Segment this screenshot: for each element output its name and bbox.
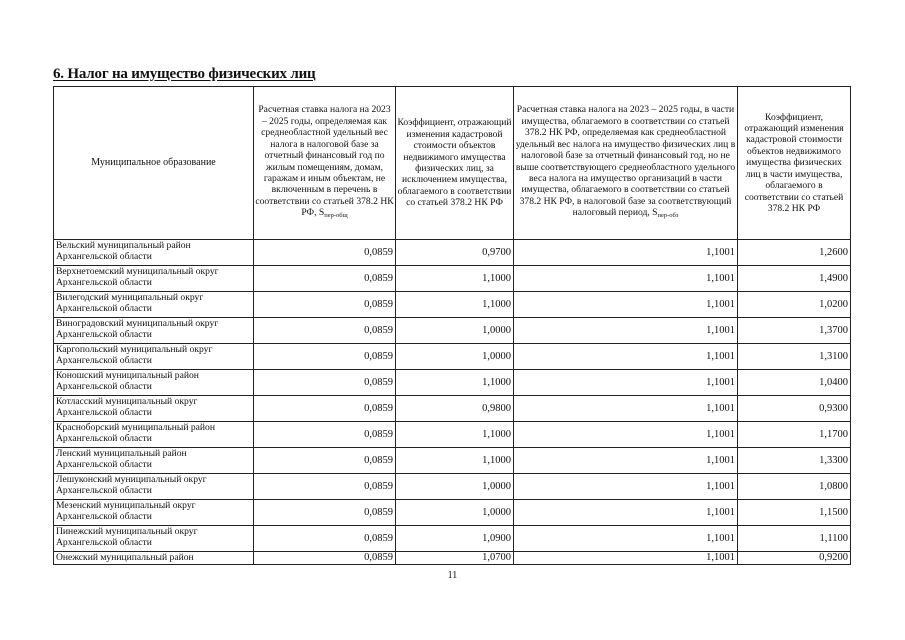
rate-main-cell: 0,0859 xyxy=(254,318,396,344)
municipality-name: Мезенский муниципальный округ xyxy=(56,500,196,511)
municipality-cell xyxy=(54,448,254,474)
rate-3782-cell: 1,1001 xyxy=(514,448,738,474)
rate-main-cell: 0,0859 xyxy=(254,552,396,565)
rate-main-cell: 0,0859 xyxy=(254,396,396,422)
coef-main-cell: 1,0000 xyxy=(396,318,514,344)
table-header-row xyxy=(54,87,851,240)
municipality-name: Виноградовский муниципальный округ xyxy=(56,318,219,329)
header-rate-main-label: Расчетная ставка налога на 2023 – 2025 годы, определяемая как среднеобластной удельный вес налога в налоговой базе за отчетный финансовый год по жилым помещениям, домам, гаражам и иным объектам, не включенным в перечень в соответствии со статьей 378.2 НК РФ, S xyxy=(255,104,394,219)
coef-3782-cell: 1,4900 xyxy=(738,266,851,292)
table-row xyxy=(54,474,851,500)
municipality-name: Ленский муниципальный район xyxy=(56,448,187,459)
rate-main-cell: 0,0859 xyxy=(254,370,396,396)
page-number: 11 xyxy=(447,570,458,581)
rate-3782-cell: 1,1001 xyxy=(514,240,738,266)
rate-3782-cell: 1,1001 xyxy=(514,422,738,448)
rate-3782-cell: 1,1001 xyxy=(514,370,738,396)
header-rate-main xyxy=(254,87,396,240)
coef-3782-cell: 1,3100 xyxy=(738,344,851,370)
table-row xyxy=(54,552,851,565)
municipality-region: Архангельской области xyxy=(56,380,152,392)
municipality-region: Архангельской области xyxy=(56,406,152,418)
rate-main-cell: 0,0859 xyxy=(254,448,396,474)
rate-main-cell: 0,0859 xyxy=(254,266,396,292)
header-rate-main-subscript: пер-общ xyxy=(324,212,348,220)
header-rate-3782 xyxy=(514,87,738,240)
rate-3782-cell: 1,1001 xyxy=(514,500,738,526)
municipality-name: Вельский муниципальный район xyxy=(56,240,191,251)
table-row xyxy=(54,292,851,318)
municipality-region: Архангельской области xyxy=(56,484,152,496)
header-municipality-label: Муниципальное образование xyxy=(91,157,216,169)
coef-main-cell: 1,0000 xyxy=(396,500,514,526)
section-title: 6. Налог на имущество физических лиц xyxy=(53,66,316,82)
rate-3782-cell: 1,1001 xyxy=(514,266,738,292)
coef-3782-cell: 1,0200 xyxy=(738,292,851,318)
header-coef-3782-label: Коэффициент, отражающий изменения кадастровой стоимости объектов недвижимого имущества физических лиц в части имущества, облагаемого в соответствии со статьей 378.2 НК РФ xyxy=(744,111,844,214)
municipality-name: Вилегодский муниципальный округ xyxy=(56,292,204,303)
coef-main-cell: 1,1000 xyxy=(396,448,514,474)
municipality-cell xyxy=(54,370,254,396)
table-row xyxy=(54,318,851,344)
municipality-name: Красноборский муниципальный район xyxy=(56,422,215,433)
municipality-cell xyxy=(54,266,254,292)
coef-main-cell: 1,1000 xyxy=(396,370,514,396)
municipality-name: Коношский муниципальный район xyxy=(56,370,199,381)
coef-main-cell: 0,9700 xyxy=(396,240,514,266)
header-rate-3782-subscript: пер-обз xyxy=(657,212,679,220)
municipality-name: Верхнетоемский муниципальный округ xyxy=(56,266,219,277)
municipality-region: Архангельской области xyxy=(56,510,152,522)
coef-main-cell: 1,1000 xyxy=(396,292,514,318)
table-body xyxy=(54,240,851,565)
table-row xyxy=(54,396,851,422)
municipality-cell xyxy=(54,422,254,448)
rate-main-cell: 0,0859 xyxy=(254,526,396,552)
coef-main-cell: 1,0700 xyxy=(396,552,514,565)
municipality-region: Архангельской области xyxy=(56,536,152,548)
coef-main-cell: 1,0900 xyxy=(396,526,514,552)
coef-3782-cell: 1,0400 xyxy=(738,370,851,396)
header-coef-3782 xyxy=(738,87,851,240)
municipality-cell xyxy=(54,292,254,318)
rate-3782-cell: 1,1001 xyxy=(514,318,738,344)
coef-main-cell: 0,9800 xyxy=(396,396,514,422)
municipality-cell xyxy=(54,526,254,552)
table-row xyxy=(54,240,851,266)
table-row xyxy=(54,526,851,552)
coef-3782-cell: 1,1100 xyxy=(738,526,851,552)
rate-3782-cell: 1,1001 xyxy=(514,292,738,318)
municipality-name: Котласский муниципальный округ xyxy=(56,396,198,407)
municipality-name: Лешуконский муниципальный округ xyxy=(56,474,207,485)
municipality-cell xyxy=(54,344,254,370)
coef-3782-cell: 0,9200 xyxy=(738,552,851,565)
municipality-region: Архангельской области xyxy=(56,250,152,262)
coef-main-cell: 1,1000 xyxy=(396,422,514,448)
header-coef-main-label: Коэффициент, отражающий изменения кадастровой стоимости объектов недвижимого имущества физических лиц, за исключением имущества, облагаемого в соответствии со статьей 378.2 НК РФ xyxy=(397,117,512,209)
municipality-region: Архангельской области xyxy=(56,458,152,470)
municipality-name: Онежский муниципальный район xyxy=(56,552,194,563)
coef-3782-cell: 1,3700 xyxy=(738,318,851,344)
header-rate-3782-label: Расчетная ставка налога на 2023 – 2025 годы, в части имущества, облагаемого в соответствии со статьей 378.2 НК РФ, определяемая как среднеобластной удельный вес налога на имущество физических лиц в налоговой базе за отчетный финансовый год, но не выше соответствующего среднеобластного удельного веса налога на имущество организаций в части имущества, облагаемого в соответствии со статьей 378.2 НК РФ, в налоговой базе за соответствующий налоговый период, S xyxy=(515,104,736,219)
coef-3782-cell: 0,9300 xyxy=(738,396,851,422)
municipality-region: Архангельской области xyxy=(56,276,152,288)
municipality-cell xyxy=(54,318,254,344)
municipality-name: Пинежский муниципальный округ xyxy=(56,526,198,537)
municipality-cell xyxy=(54,500,254,526)
municipality-region: Архангельской области xyxy=(56,354,152,366)
rate-3782-cell: 1,1001 xyxy=(514,474,738,500)
rate-main-cell: 0,0859 xyxy=(254,292,396,318)
table-row xyxy=(54,422,851,448)
municipality-cell xyxy=(54,396,254,422)
rate-3782-cell: 1,1001 xyxy=(514,552,738,565)
coef-3782-cell: 1,1700 xyxy=(738,422,851,448)
coef-3782-cell: 1,2600 xyxy=(738,240,851,266)
table-row xyxy=(54,448,851,474)
municipality-region: Архангельской области xyxy=(56,302,152,314)
municipality-name: Каргопольский муниципальный округ xyxy=(56,344,213,355)
table-row xyxy=(54,266,851,292)
rate-main-cell: 0,0859 xyxy=(254,500,396,526)
table-row xyxy=(54,344,851,370)
coef-3782-cell: 1,0800 xyxy=(738,474,851,500)
table-row xyxy=(54,500,851,526)
municipality-cell xyxy=(54,474,254,500)
municipality-cell xyxy=(54,552,254,565)
coef-3782-cell: 1,1500 xyxy=(738,500,851,526)
tax-rate-table xyxy=(53,86,851,565)
rate-main-cell: 0,0859 xyxy=(254,344,396,370)
rate-3782-cell: 1,1001 xyxy=(514,526,738,552)
header-municipality xyxy=(54,87,254,240)
coef-main-cell: 1,1000 xyxy=(396,266,514,292)
header-coef-main xyxy=(396,87,514,240)
coef-3782-cell: 1,3300 xyxy=(738,448,851,474)
rate-3782-cell: 1,1001 xyxy=(514,396,738,422)
municipality-cell xyxy=(54,240,254,266)
coef-main-cell: 1,0000 xyxy=(396,344,514,370)
municipality-region: Архангельской области xyxy=(56,432,152,444)
municipality-region: Архангельской области xyxy=(56,328,152,340)
rate-main-cell: 0,0859 xyxy=(254,240,396,266)
rate-3782-cell: 1,1001 xyxy=(514,344,738,370)
table-row xyxy=(54,370,851,396)
rate-main-cell: 0,0859 xyxy=(254,422,396,448)
coef-main-cell: 1,0000 xyxy=(396,474,514,500)
rate-main-cell: 0,0859 xyxy=(254,474,396,500)
